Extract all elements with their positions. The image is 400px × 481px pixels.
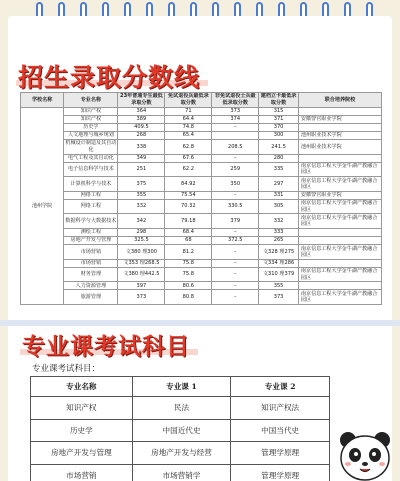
veteran-nonexempt-score-cell: – — [212, 191, 259, 199]
table-row — [21, 115, 382, 123]
poverty-score-cell: 297 — [259, 177, 299, 192]
regular-score-cell: 342 — [118, 214, 165, 229]
regular-score-cell: 364 — [118, 107, 165, 115]
table-row — [21, 123, 382, 131]
veteran-exempt-score-cell: 68 — [165, 236, 212, 244]
major-cell: 市场营销 — [64, 245, 118, 260]
poverty-score-cell: 文328 理275 — [259, 245, 299, 260]
partner-school-cell — [298, 282, 381, 290]
poverty-score-cell: 331 — [259, 191, 299, 199]
major-cell: 知识产权 — [64, 107, 118, 115]
table-row — [21, 214, 382, 229]
major-cell: 测绘工程 — [64, 228, 118, 236]
regular-score-cell: 文353 理268.5 — [118, 259, 165, 267]
regular-score-cell: 268 — [118, 131, 165, 139]
veteran-nonexempt-score-cell: – — [212, 123, 259, 131]
header-major: 专业名称 — [31, 377, 133, 397]
regular-score-cell: 325.5 — [118, 236, 165, 244]
table-row — [21, 191, 382, 199]
table-row — [21, 154, 382, 162]
course-1-cell: 民法 — [132, 397, 231, 420]
major-cell: 电子信息科学与技术 — [64, 162, 118, 177]
table-row — [21, 236, 382, 244]
header-partner-school: 联合培养院校 — [298, 93, 381, 108]
table-row — [31, 397, 330, 420]
partner-school-cell — [298, 123, 381, 131]
veteran-exempt-score-cell: 84.92 — [165, 177, 212, 192]
regular-score-cell: 375 — [118, 177, 165, 192]
regular-score-cell: 文380 理300 — [118, 245, 165, 260]
veteran-exempt-score-cell: 80.8 — [165, 290, 212, 305]
course-1-cell: 中国近代史 — [132, 419, 231, 442]
regular-score-cell: 355 — [118, 191, 165, 199]
poverty-score-cell: 280 — [259, 154, 299, 162]
major-cell: 知识产权 — [64, 115, 118, 123]
veteran-exempt-score-cell: 62.2 — [165, 162, 212, 177]
veteran-nonexempt-score-cell: 350 — [212, 177, 259, 192]
poverty-score-cell: 332 — [259, 214, 299, 229]
header-poverty-score: 建档立卡最低录取分数 — [259, 93, 299, 108]
regular-score-cell: 373 — [118, 290, 165, 305]
veteran-exempt-score-cell: 71 — [165, 107, 212, 115]
table-header-row — [31, 377, 330, 397]
course-1-cell: 市场营销学 — [132, 464, 231, 481]
regular-score-cell: 349 — [118, 154, 165, 162]
partner-school-cell — [298, 107, 381, 115]
veteran-nonexempt-score-cell: 372.5 — [212, 236, 259, 244]
table-row — [21, 162, 382, 177]
poverty-score-cell: 文334 理286 — [259, 259, 299, 267]
veteran-nonexempt-score-cell: – — [212, 245, 259, 260]
veteran-exempt-score-cell: 62.8 — [165, 140, 212, 155]
poverty-score-cell: 265 — [259, 236, 299, 244]
table-row — [21, 199, 382, 214]
major-cell: 人文地理与城乡规划 — [64, 131, 118, 139]
partner-school-cell — [298, 154, 381, 162]
veteran-nonexempt-score-cell: 330.5 — [212, 199, 259, 214]
poverty-score-cell: 文310 理379 — [259, 267, 299, 282]
major-cell: 房地产开发与管理 — [64, 236, 118, 244]
table-row — [21, 140, 382, 155]
table-row — [21, 245, 382, 260]
regular-score-cell: 251 — [118, 162, 165, 177]
veteran-exempt-score-cell: 64.4 — [165, 115, 212, 123]
major-cell: 计算机科学与技术 — [64, 177, 118, 192]
header-course-2: 专业课 2 — [231, 377, 330, 397]
poverty-score-cell: 333 — [259, 228, 299, 236]
table-row — [21, 131, 382, 139]
header-course-1: 专业课 1 — [132, 377, 231, 397]
poverty-score-cell: 315 — [259, 107, 299, 115]
veteran-nonexempt-score-cell: – — [212, 154, 259, 162]
poverty-score-cell: 305 — [259, 199, 299, 214]
veteran-exempt-score-cell: 75.8 — [165, 259, 212, 267]
veteran-exempt-score-cell: 74.8 — [165, 123, 212, 131]
partner-school-cell: 池州职业技术学院 — [298, 131, 381, 139]
school-name-cell: 池州学院 — [21, 107, 64, 304]
partner-school-cell: 南京信息工程大学金牛湖产教融合园区 — [298, 290, 381, 305]
veteran-nonexempt-score-cell — [212, 131, 259, 139]
veteran-exempt-score-cell: 75.8 — [165, 267, 212, 282]
veteran-exempt-score-cell: 70.32 — [165, 199, 212, 214]
veteran-nonexempt-score-cell: 208.5 — [212, 140, 259, 155]
regular-score-cell: 389 — [118, 115, 165, 123]
table-row — [21, 228, 382, 236]
major-cell: 人力资源管理 — [64, 282, 118, 290]
major-cell: 市场营销 — [31, 464, 133, 481]
table-row — [21, 177, 382, 192]
table-row — [31, 464, 330, 481]
partner-school-cell: 南京信息工程大学金牛湖产教融合园区 — [298, 214, 381, 229]
poverty-score-cell: 371 — [259, 115, 299, 123]
veteran-nonexempt-score-cell: – — [212, 267, 259, 282]
table-header-row — [21, 93, 382, 108]
exam-subjects-subtitle: 专业课考试科目： — [32, 364, 101, 374]
regular-score-cell: 409.5 — [118, 123, 165, 131]
veteran-nonexempt-score-cell: 259 — [212, 162, 259, 177]
course-2-cell: 管理学原理 — [231, 464, 330, 481]
veteran-nonexempt-score-cell: – — [212, 282, 259, 290]
regular-score-cell: 338 — [118, 140, 165, 155]
major-cell: 网络工程 — [64, 199, 118, 214]
major-cell: 网络工程 — [64, 191, 118, 199]
admission-score-table — [20, 92, 382, 305]
major-cell: 历史学 — [31, 419, 133, 442]
header-veteran-exempt-score: 免试退役兵最低录取分数 — [165, 93, 212, 108]
major-cell: 机械设计制造及其自动化 — [65, 140, 117, 153]
section-title-exam-subjects: 专业课考试科目 — [22, 334, 190, 360]
table-row — [21, 290, 382, 305]
poverty-score-cell: 300 — [259, 131, 299, 139]
veteran-exempt-score-cell: 80.6 — [165, 282, 212, 290]
section-divider — [0, 320, 400, 326]
partner-school-cell: 池州职业技术学院 — [298, 140, 381, 155]
poverty-score-cell: 370 — [259, 123, 299, 131]
poverty-score-cell: 335 — [259, 162, 299, 177]
table-row — [21, 107, 382, 115]
table-row — [31, 442, 330, 465]
major-cell: 历史学 — [64, 123, 118, 131]
partner-school-cell: 南京信息工程大学金牛湖产教融合园区 — [298, 245, 381, 260]
regular-score-cell: 397 — [118, 282, 165, 290]
veteran-exempt-score-cell: 68.4 — [165, 228, 212, 236]
regular-score-cell: 文380 理442.5 — [118, 267, 165, 282]
header-major: 专业名称 — [64, 93, 118, 108]
veteran-exempt-score-cell: 67.6 — [165, 154, 212, 162]
partner-school-cell: 南京信息工程大学金牛湖产教融合园区 — [298, 162, 381, 177]
regular-score-cell: 332 — [118, 199, 165, 214]
section-title-admission-scores: 招生录取分数线 — [18, 63, 201, 92]
major-cell: 数据科学与大数据技术 — [64, 214, 118, 229]
veteran-nonexempt-score-cell: 374 — [212, 115, 259, 123]
partner-school-cell: 南京信息工程大学金牛湖产教融合园区 — [298, 267, 381, 282]
table-row — [31, 419, 330, 442]
veteran-exempt-score-cell: 75.54 — [165, 191, 212, 199]
veteran-nonexempt-score-cell: 373 — [212, 107, 259, 115]
partner-school-cell: 安徽警官职业学院 — [298, 191, 381, 199]
veteran-exempt-score-cell: 65.4 — [165, 131, 212, 139]
partner-school-cell — [298, 236, 381, 244]
partner-school-cell: 南京信息工程大学金牛湖产教融合园区 — [298, 199, 381, 214]
table-row — [21, 259, 382, 267]
header-regular-score: 23年普通专生最低录取分数 — [118, 93, 165, 108]
regular-score-cell: 298 — [118, 228, 165, 236]
major-cell: 旅游管理 — [64, 290, 118, 305]
poverty-score-cell: 373 — [259, 290, 299, 305]
course-2-cell: 管理学原理 — [231, 442, 330, 465]
poverty-score-cell: 355 — [259, 282, 299, 290]
exam-subject-table — [30, 376, 330, 481]
veteran-exempt-score-cell: 81.2 — [165, 245, 212, 260]
veteran-nonexempt-score-cell: – — [212, 290, 259, 305]
panda-mascot-image — [334, 428, 396, 481]
table-row — [21, 282, 382, 290]
table-row — [21, 267, 382, 282]
veteran-nonexempt-score-cell: – — [212, 259, 259, 267]
course-2-cell: 中国当代史 — [231, 419, 330, 442]
major-cell: 财务管理 — [64, 267, 118, 282]
major-cell: 市场营销 — [64, 259, 118, 267]
course-2-cell: 知识产权法 — [231, 397, 330, 420]
partner-school-cell — [298, 259, 381, 267]
header-school: 学校名称 — [21, 93, 64, 108]
partner-school-cell — [298, 228, 381, 236]
poverty-score-cell: 241.5 — [259, 140, 299, 155]
partner-school-cell: 南京信息工程大学金牛湖产教融合园区 — [298, 177, 381, 192]
veteran-nonexempt-score-cell: – — [212, 228, 259, 236]
partner-school-cell: 安徽警官职业学院 — [298, 115, 381, 123]
major-cell: 知识产权 — [31, 397, 133, 420]
veteran-nonexempt-score-cell: 379 — [212, 214, 259, 229]
header-veteran-nonexempt-score: 非免试退役士兵最低录取分数 — [212, 93, 259, 108]
veteran-exempt-score-cell: 79.18 — [165, 214, 212, 229]
major-cell: 电气工程及其自动化 — [64, 154, 118, 162]
major-cell: 房地产开发与管理 — [31, 442, 133, 465]
course-1-cell: 房地产开发与经营 — [132, 442, 231, 465]
